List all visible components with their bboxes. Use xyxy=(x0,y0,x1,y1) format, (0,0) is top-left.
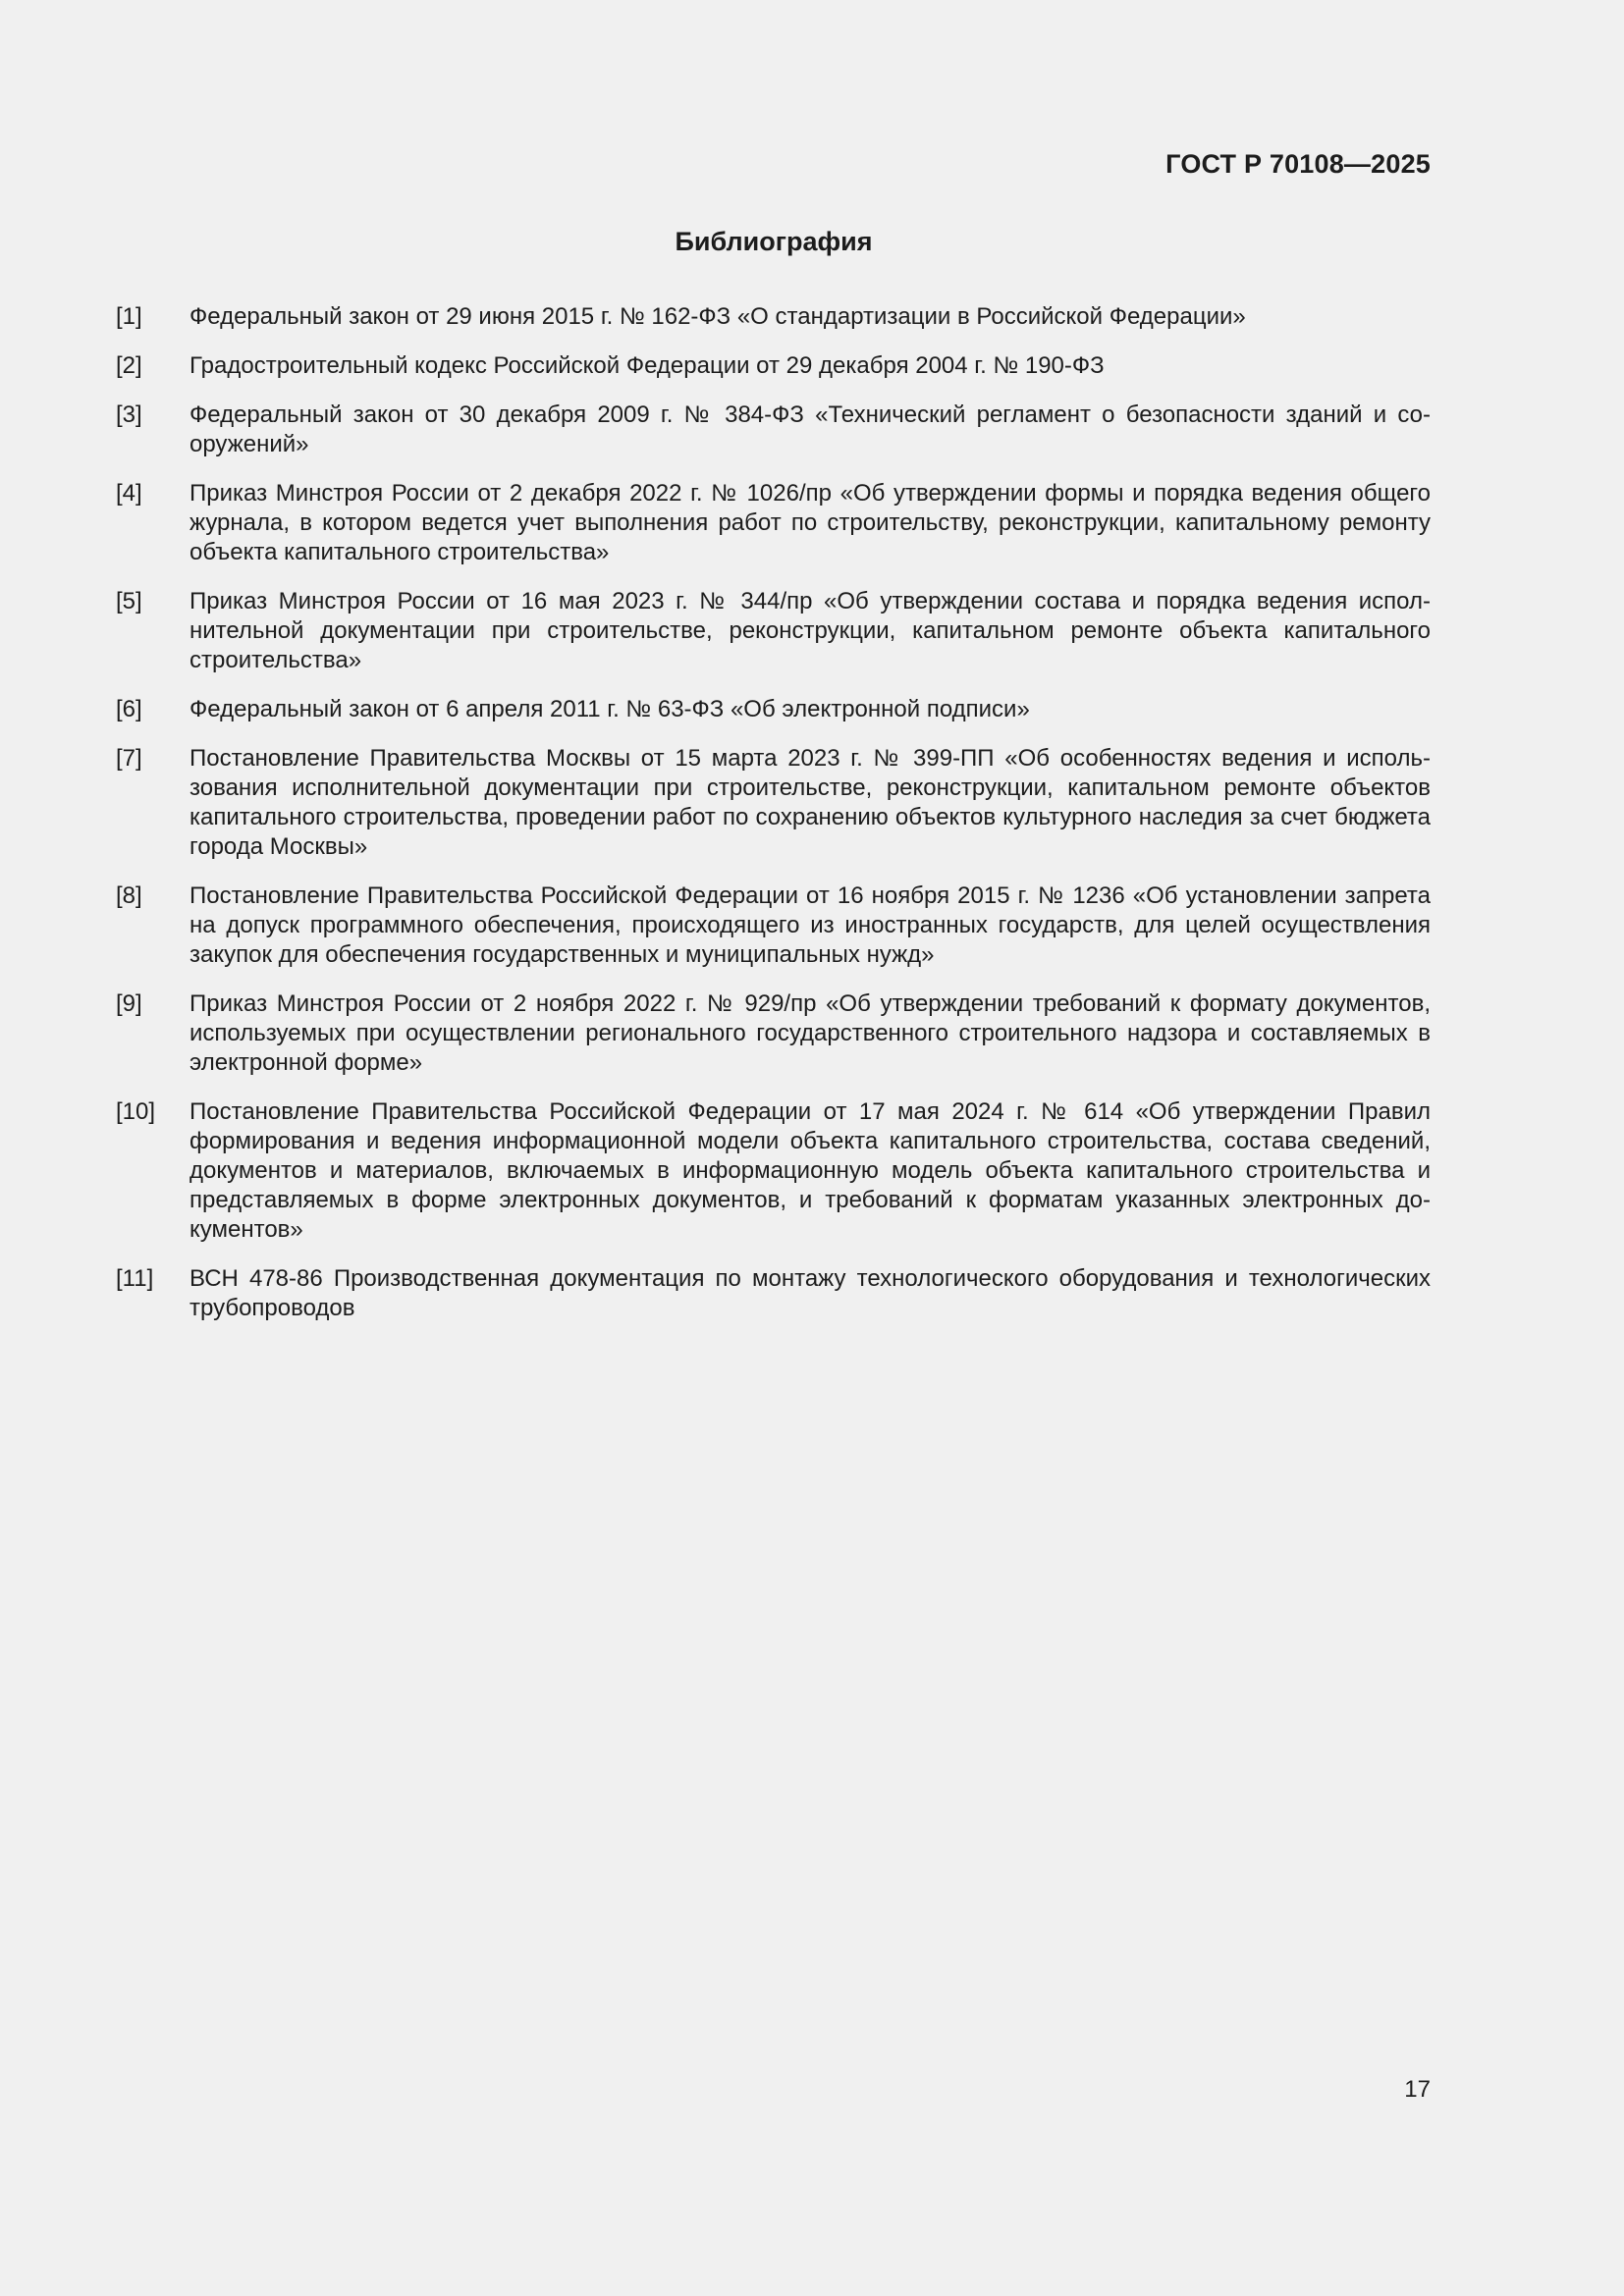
bibliography-entry xyxy=(116,1097,1431,1245)
entry-number: [1] xyxy=(116,303,142,330)
entry-text: Федеральный закон от 30 декабря 2009 г. № 384-ФЗ «Технический регламент о безопасности зданий и сооружений» xyxy=(189,401,1431,457)
bibliography-entry xyxy=(116,1264,1431,1323)
entry-text: Постановление Правительства Москвы от 15 марта 2023 г. № 399-ПП «Об особенностях ведения и использования исполнительной документации при строительстве, реконструкции, капитальном ремонте объектов капитального строительства, проведении работ по сохранению объектов культурного наследия за счет бюджета города Москвы» xyxy=(189,745,1431,860)
page-number: 17 xyxy=(1404,2076,1431,2103)
bibliography-list xyxy=(116,302,1431,1343)
entry-text: Градостроительный кодекс Российской Федерации от 29 декабря 2004 г. № 190-ФЗ xyxy=(189,352,1105,379)
entry-number: [9] xyxy=(116,990,142,1017)
bibliography-entry xyxy=(116,744,1431,862)
entry-text: Федеральный закон от 6 апреля 2011 г. № 63-ФЗ «Об электронной подписи» xyxy=(189,696,1030,722)
bibliography-entry xyxy=(116,989,1431,1078)
entry-text: Приказ Минстроя России от 2 декабря 2022 г. № 1026/пр «Об утверждении формы и порядка ведения общего журнала, в котором ведется учет выполнения работ по строительству, реконструкции, капитальному ремонту объекта капитального строительства» xyxy=(189,480,1431,565)
entry-number: [10] xyxy=(116,1098,156,1125)
entry-number: [3] xyxy=(116,401,142,428)
entry-text: Приказ Минстроя России от 2 ноября 2022 г. № 929/пр «Об утверждении требований к формату документов, используемых при осуществлении регионального государственного строительного надзора и составляемых в электронной форме» xyxy=(189,990,1431,1076)
bibliography-entry xyxy=(116,695,1431,724)
entry-number: [4] xyxy=(116,480,142,507)
entry-text: Федеральный закон от 29 июня 2015 г. № 162-ФЗ «О стандартизации в Российской Федерации» xyxy=(189,303,1246,330)
entry-number: [8] xyxy=(116,882,142,909)
entry-text: Постановление Правительства Российской Федерации от 16 ноября 2015 г. № 1236 «Об установлении запрета на допуск программного обеспечения, происходящего из иностранных государств, для целей осуществления закупок для обеспечения государственных и муниципальных нужд» xyxy=(189,882,1431,968)
entry-number: [2] xyxy=(116,352,142,379)
bibliography-entry xyxy=(116,479,1431,567)
entry-number: [6] xyxy=(116,696,142,722)
document-code: ГОСТ Р 70108—2025 xyxy=(1165,149,1431,179)
entry-text: Постановление Правительства Российской Федерации от 17 мая 2024 г. № 614 «Об утверждении Правил формирования и ведения информационной модели объекта капитального строительства, состава сведений, документов и материалов, включаемых в информационную модель объекта капитального строительства и представляемых в форме электронных документов, и требований к форматам указанных электронных документов» xyxy=(189,1098,1431,1243)
bibliography-entry xyxy=(116,881,1431,970)
bibliography-entry xyxy=(116,400,1431,459)
bibliography-entry xyxy=(116,587,1431,675)
entry-text: ВСН 478-86 Производственная документация по монтажу технологического оборудования и технологических трубопроводов xyxy=(189,1265,1431,1321)
entry-number: [7] xyxy=(116,745,142,772)
bibliography-entry xyxy=(116,302,1431,332)
entry-text: Приказ Минстроя России от 16 мая 2023 г. № 344/пр «Об утверждении состава и порядка ведения исполнительной документации при строительстве, реконструкции, капитальном ремонте объекта капитального строительства» xyxy=(189,588,1431,673)
entry-number: [5] xyxy=(116,588,142,614)
bibliography-entry xyxy=(116,351,1431,381)
section-title: Библиография xyxy=(675,227,873,256)
entry-number: [11] xyxy=(116,1265,154,1292)
